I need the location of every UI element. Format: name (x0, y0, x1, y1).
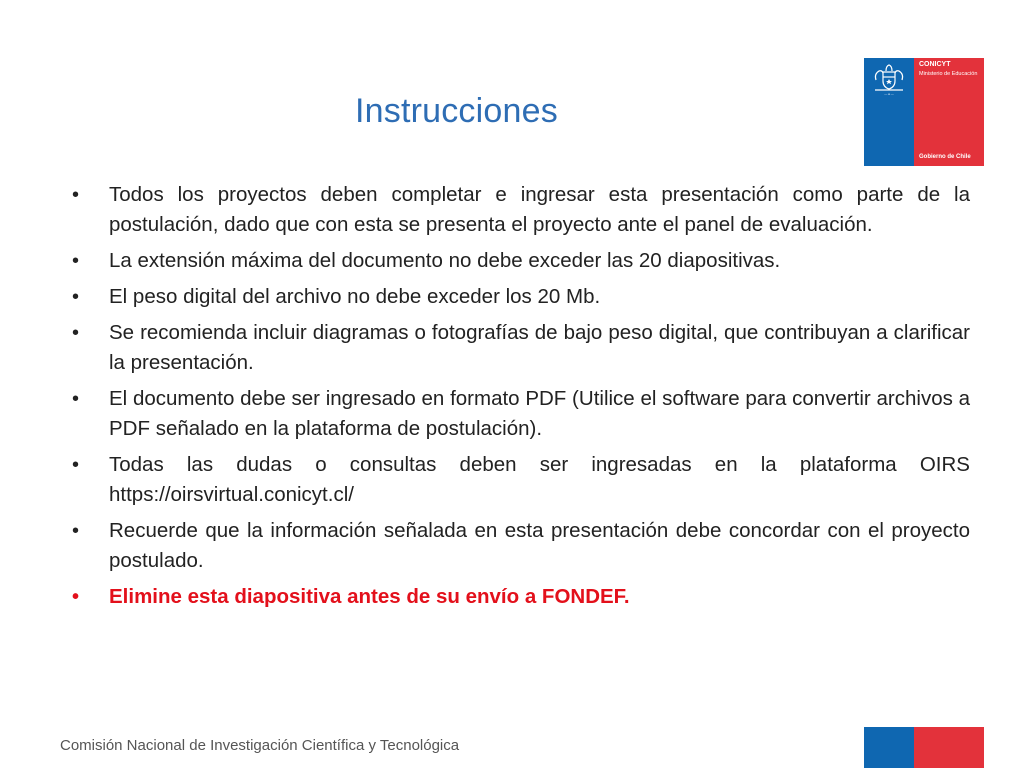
bullet-icon: • (72, 388, 80, 410)
logo-blue-panel (864, 58, 914, 166)
list-item-text: El documento debe ser ingresado en formato PDF (Utilice el software para convertir archivos a PDF señalado en la plataforma de postulación). (109, 387, 970, 440)
svg-text:— ● —: — ● — (884, 92, 894, 96)
bullet-icon: • (72, 454, 80, 476)
list-item (70, 180, 970, 240)
footer-institution: Comisión Nacional de Investigación Científica y Tecnológica (60, 737, 460, 754)
footer-flag-blue (864, 727, 914, 768)
bullet-icon: • (72, 184, 80, 206)
bullet-icon: • (72, 286, 80, 308)
warning-text: Elimine esta diapositiva antes de su envío a FONDEF. (109, 585, 630, 608)
list-item-text: La extensión máxima del documento no debe exceder las 20 diapositivas. (109, 249, 781, 272)
list-item (70, 384, 970, 444)
list-item-text: Se recomienda incluir diagramas o fotografías de bajo peso digital, que contribuyan a clarificar la presentación. (109, 321, 970, 374)
list-item (70, 450, 970, 510)
bullet-icon: • (72, 250, 80, 272)
bullet-icon: • (72, 520, 80, 542)
list-item-text: Recuerde que la información señalada en esta presentación debe concordar con el proyecto postulado. (109, 519, 970, 572)
logo-name: CONICYT (919, 61, 951, 68)
logo-government: Gobierno de Chile (919, 154, 971, 160)
conicyt-logo (864, 58, 984, 166)
list-item (70, 246, 970, 276)
list-item (70, 516, 970, 576)
list-item-text: Todas las dudas o consultas deben ser ingresadas en la plataforma OIRS https://oirsvirtual.conicyt.cl/ (109, 453, 970, 506)
list-item (70, 282, 970, 312)
list-item (70, 318, 970, 378)
list-item-text: Todos los proyectos deben completar e ingresar esta presentación como parte de la postulación, dado que con esta se presenta el proyecto ante el panel de evaluación. (109, 183, 970, 236)
list-item-text: El peso digital del archivo no debe exceder los 20 Mb. (109, 285, 601, 308)
logo-red-panel (914, 58, 984, 166)
slide-title: Instrucciones (355, 92, 558, 130)
warning-list-item (70, 582, 970, 612)
footer-flag-bar (864, 727, 984, 768)
footer-flag-red (914, 727, 984, 768)
bullet-icon: • (72, 322, 80, 344)
instructions-list (70, 180, 970, 618)
chile-coat-of-arms-icon (868, 62, 910, 96)
logo-subtitle: Ministerio de Educación (919, 71, 978, 77)
bullet-icon: • (72, 586, 80, 608)
